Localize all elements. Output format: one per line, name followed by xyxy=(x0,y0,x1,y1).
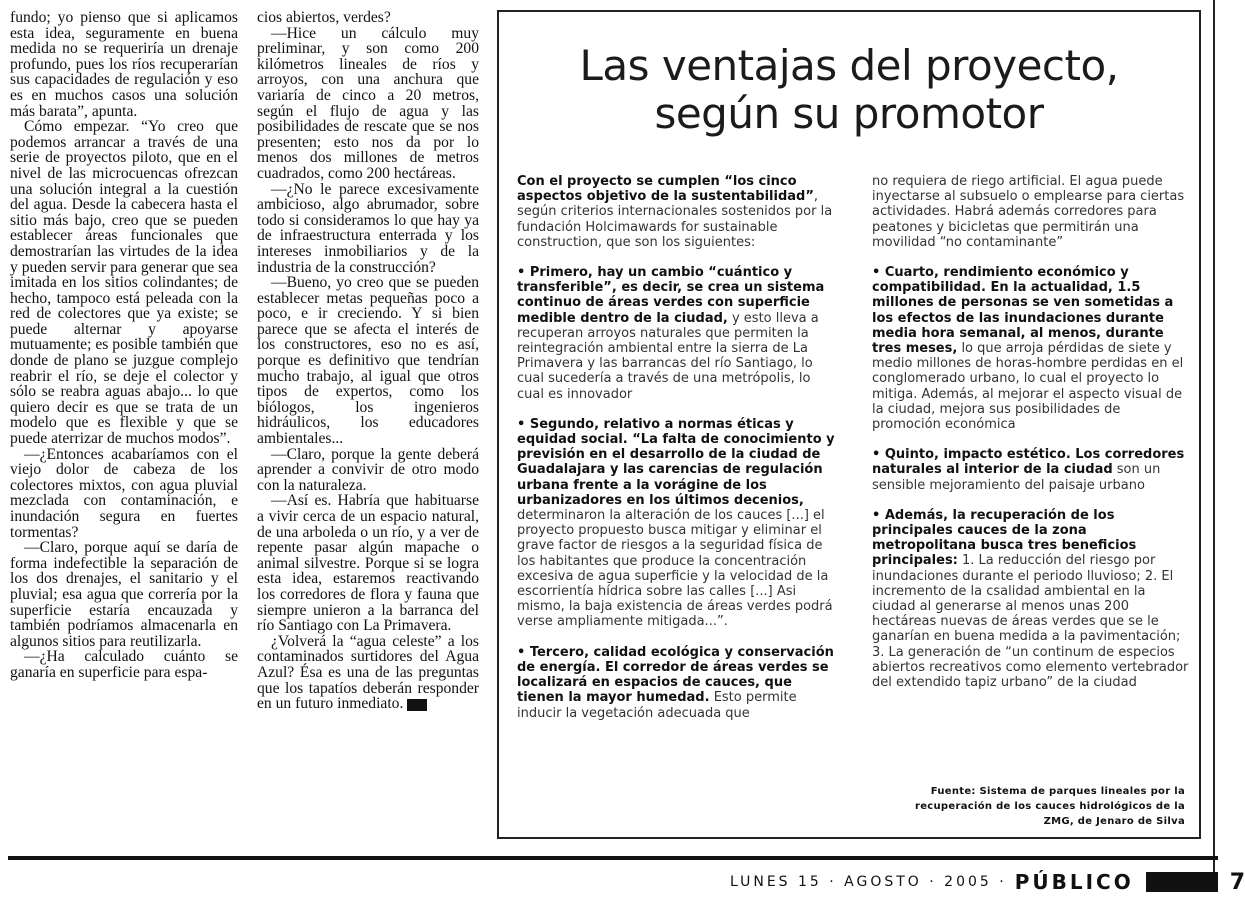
sidebar-item-bold: • Cuarto, rendimiento económico y compatibilidad. En la actualidad, 1.5 millones de personas se ven sometidas a los efectos de las inundaciones durante media hora semanal, al menos, durante tres meses, xyxy=(872,265,1174,357)
sidebar-item-segundo xyxy=(517,417,835,630)
source-line: Fuente: Sistema de parques lineales por la xyxy=(930,786,1185,797)
footer-rule xyxy=(8,856,1218,860)
sidebar-item-text: lo que arroja pérdidas de siete y medio millones de horas-hombre perdidas en el conglomerado urbano, lo cual el proyecto lo mitiga. Además, al mejorar el aspecto visual de la ciudad, mejora sus posibilidades de promoción económica xyxy=(872,341,1184,433)
article-closing-paragraph xyxy=(257,634,479,712)
sidebar-item-bold: • Además, la recuperación de los principales cauces de la zona metropolitana busca tres beneficios principales: xyxy=(872,507,1137,569)
sidebar-item-text: no requiera de riego artificial. El agua puede inyectarse al subsuelo o emplearse para ciertas actividades. Habrá además corredores para peatones y bicicletas que permitirán una movilidad “no contaminante” xyxy=(872,174,1185,250)
sidebar-item-intro xyxy=(517,174,835,250)
article-paragraph: —¿Ha calculado cuánto se ganaría en superficie para espa- xyxy=(10,648,238,681)
sidebar-title xyxy=(499,42,1199,138)
sidebar-source-credit xyxy=(885,784,1185,829)
sidebar-item-bold: • Primero, hay un cambio “cuántico y transferible”, es decir, se crea un sistema continuo de áreas verdes con superficie medible dentro de la ciudad, xyxy=(517,265,825,326)
sidebar-item-quinto xyxy=(872,447,1190,493)
sidebar-item-text: son un sensible mejoramiento del paisaje urbano xyxy=(872,462,1161,493)
sidebar-item-bold: Con el proyecto se cumplen “los cinco aspectos objetivo de la sustentabilidad” xyxy=(517,174,814,205)
article-column-2 xyxy=(257,10,479,712)
sidebar-column-2 xyxy=(872,174,1190,705)
source-line: ZMG, de Jenaro de Silva xyxy=(1043,816,1185,827)
sidebar-item-text: 1. La reducción del riesgo por inundaciones durante el periodo lluvioso; 2. El incremento de la csalidad ambiental en la ciudad al generarse al menos unas 200 hectáreas nuevas de áreas verdes que se le ganarían en buena medida a la pavimentación; 3. La generación de “un continum de especios abiertos recreativos como elemento vertebrador del extendido tapiz urbano” de la ciudad xyxy=(872,553,1189,691)
article-paragraph: —Bueno, yo creo que se pueden establecer metas pequeñas poco a poco, e ir creciendo. Y si bien parece que se afecta el interés de los constructores, eso no es así, porque es definitivo que tendrían mucho trabajo, al igual que otros tipos de expertos, como los biólogos, los ingenieros hidráulicos, los educadores ambientales... xyxy=(257,274,479,448)
article-column-1 xyxy=(10,10,238,681)
sidebar-item-bold: • Quinto, impacto estético. Los corredores naturales al interior de la ciudad xyxy=(872,447,1185,478)
source-line: recuperación de los cauces hidrológicos de la xyxy=(914,801,1185,812)
article-paragraph: —Claro, porque la gente deberá aprender a convivir de otro modo con la naturaleza. xyxy=(257,445,479,494)
sidebar-column-1 xyxy=(517,174,835,736)
sidebar-item-text: determinaron la alteración de los cauces [...] el proyecto propuesto busca mitigar y eliminar el grave factor de riesgos a la seguridad física de los habitantes que produce la concentración excesiva de agua superficie y la velocidad de la escorrientía hídrica sobre las calles [...] Asi mismo, la baja existencia de áreas verdes podrá verse ampliamente mitigada...”. xyxy=(517,508,833,630)
page-edge-rule xyxy=(1213,0,1215,880)
article-paragraph: cios abiertos, verdes? xyxy=(257,9,391,26)
sidebar-item-bold: • Segundo, relativo a normas éticas y equidad social. “La falta de conocimiento y previsión en el desarrollo de la ciudad de Guadalajara y las carencias de regulación urbana frente a la vorágine de los urbanizadores en los últimos decenios, xyxy=(517,416,835,508)
publication-name: PÚBLICO xyxy=(1014,870,1134,894)
article-paragraph: —Claro, porque aquí se daría de forma indefectible la separación de los dos drenajes, el sanitario y el pluvial; esa agua que correría por la superficie estaría encauzada y también podríamos almacenarla en algunos sitios para reutilizarla. xyxy=(10,539,238,650)
sidebar-item-bold: • Tercero, calidad ecológica y conservación de energía. El corredor de áreas verdes se localizará en espacios de cauces, que tienen la mayor humedad. xyxy=(517,644,834,706)
sidebar-title-line-1: Las ventajas del proyecto, xyxy=(579,41,1119,90)
article-paragraph: Cómo empezar. “Yo creo que podemos arrancar a través de una serie de proyectos piloto, que en el nivel de las microcuencas ofrezcan una solución integral a la cuestión del agua. Desde la cabecera hasta el sitio más bajo, creo que se pueden establecer áreas funcionales que demostrarían las virtudes de la idea y pueden servir para generar que sea imitada en los sitios colindantes; de hecho, tampoco está peleada con la red de colectores que ya existe; se puede alternar y apoyarse mutuamente; es posible también que donde de plano se juzgue complejo reabrir el río, se deje el colector y sólo se reabra aguas abajo... lo que quiero decir es que se trata de un modelo que es flexible y que se puede aterrizar de muchos modos”. xyxy=(10,118,238,448)
sidebar-title-line-2: según su promotor xyxy=(654,89,1044,138)
sidebar-item-tercero-continued xyxy=(872,174,1190,250)
sidebar-item-text: Esto permite inducir la vegetación adecuada que xyxy=(517,690,797,721)
article-paragraph: —Así es. Habría que habituarse a vivir cerca de un espacio natural, de una arboleda o un río, y a ver de repente pasar algún mapache o animal silvestre. Porque si se logra esta idea, estaremos reactivando los corredores de flora y fauna que siempre unieron a la barranca del río Santiago con La Primavera. xyxy=(257,492,479,635)
sidebar-box xyxy=(497,10,1201,839)
sidebar-item-tercero xyxy=(517,645,835,721)
sidebar-item-primero xyxy=(517,265,835,402)
article-paragraph: —¿Entonces acabaríamos con el viejo dolor de cabeza de los colectores mixtos, con agua pluvial mezclada con contaminación, e inundación segura en fuertes tormentas? xyxy=(10,445,238,541)
article-paragraph: —Hice un cálculo muy preliminar, y son como 200 kilómetros lineales de ríos y arroyos, con una anchura que variaría de cinco a 20 metros, según el flujo de agua y las posibilidades de rescate que se nos presenten; esto nos da por lo menos dos millones de metros cuadrados, como 200 hectáreas. xyxy=(257,24,479,182)
sidebar-item-text: y esto lleva a recuperan arroyos naturales que permiten la reintegración ambiental entre la sierra de La Primavera y las barrancas del río Santiago, lo cual sucedería a través de una metrópolis, lo cual es innovador xyxy=(517,310,819,402)
sidebar-item-cuarto xyxy=(872,265,1190,432)
article-paragraph-text: ¿Volverá la “agua celeste” a los contaminados surtidores del Agua Azul? Ésa es una de las preguntas que los tapatíos deberán responder en un futuro inmediato. xyxy=(257,632,479,713)
article-paragraph: —¿No le parece excesivamente ambicioso, algo abrumador, sobre todo si consideramos lo que hay ya de infraestructura enterrada y los intereses inmobiliarios y de la industria de la construcción? xyxy=(257,180,479,276)
footer-black-bar xyxy=(1146,872,1218,892)
page-number: 7 xyxy=(1229,869,1245,895)
sidebar-item-ademas xyxy=(872,508,1190,690)
sidebar-item-text: , según criterios internacionales sostenidos por la fundación Holcimawards for sustainable construction, que son los siguientes: xyxy=(517,189,833,250)
end-of-article-mark xyxy=(407,699,427,711)
article-paragraph: fundo; yo pienso que si aplicamos esta idea, seguramente en buena medida no se requeriría un drenaje profundo, pues los ríos recuperarían sus capacidades de regulación y eso es en muchos casos una solución más barata”, apunta. xyxy=(10,9,238,120)
page-footer xyxy=(730,870,1245,894)
footer-date: LUNES 15 · AGOSTO · 2005 · xyxy=(730,874,1007,890)
